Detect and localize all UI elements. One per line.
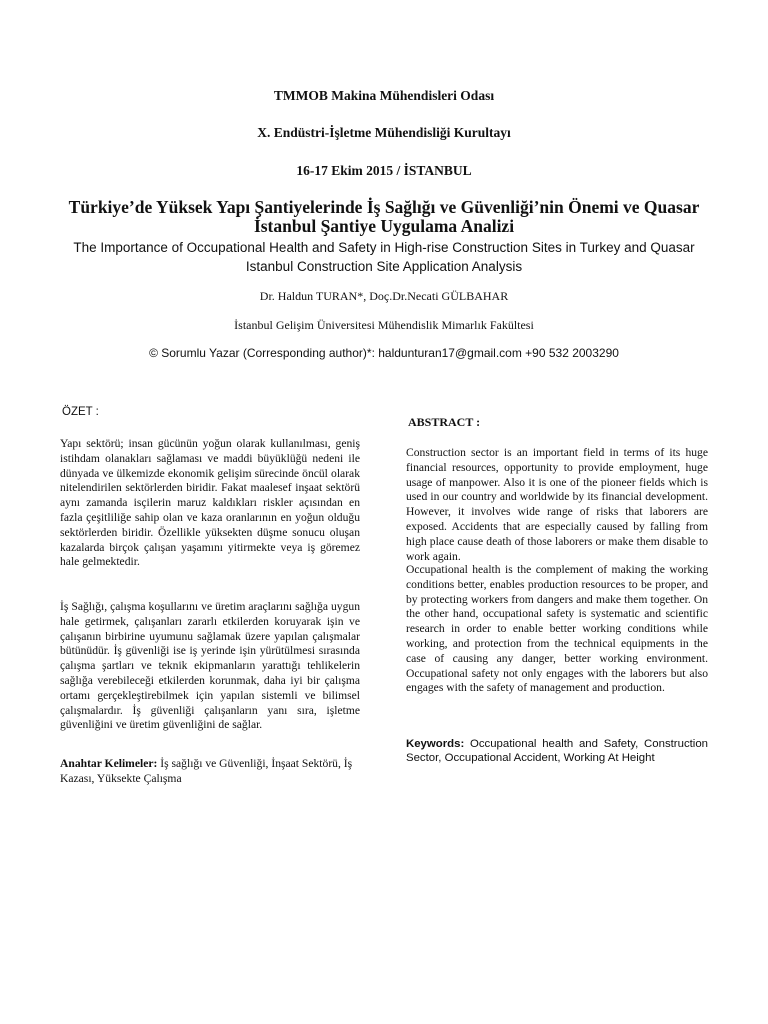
affiliation: İstanbul Gelişim Üniversitesi Mühendislik Mimarlık Fakültesi <box>234 318 534 332</box>
conference-name: X. Endüstri-İşletme Mühendisliği Kurultayı <box>257 125 511 140</box>
abstract-keywords <box>406 738 708 765</box>
ozet-paragraph-1: Yapı sektörü; insan gücünün yoğun olarak kullanılması, geniş istihdam olanakları sağlaması ve maddi büyüklüğü nedeni ile dünyada ve ülkemizde ekonomik gelişim sürecinde öncül olarak nitelendirilen sektörlerden biridir. Fakat maalesef inşaat sektörü aynı zamanda isçilerin maruz kaldıkları riskler açısından en fazla çeşitliliğe sahip olan ve kaza oranlarının en yoğun olduğu sektörlerden biridir. Özellikle yüksekten düşme sonucu oluşan kazalarda birçok çalışan yaşamını yitirmekte veya iş göremez hale gelmektedir. <box>60 437 360 569</box>
abstract-keywords-text: Occupational health and Safety, Construction Sector, Occupational Accident, Working At Height <box>406 738 708 764</box>
ozet-heading: ÖZET : <box>62 406 99 418</box>
abstract-heading: ABSTRACT : <box>408 415 481 429</box>
author-list: Dr. Haldun TURAN*, Doç.Dr.Necati GÜLBAHAR <box>259 289 509 303</box>
abstract-keywords-label: Keywords: <box>406 738 465 750</box>
title-turkish-line2: İstanbul Şantiye Uygulama Analizi <box>253 216 515 236</box>
ozet-keywords-label: Anahtar Kelimeler: <box>60 757 158 770</box>
conference-date-place: 16-17 Ekim 2015 / İSTANBUL <box>296 163 472 178</box>
title-turkish-line1: Türkiye’de Yüksek Yapı Şantiyelerinde İş Sağlığı ve Güvenliği’nin Önemi ve Quasar <box>68 197 700 217</box>
abstract-paragraph-1: Construction sector is an important field in terms of its huge financial resources, opportunity to provide employment, huge usage of manpower. Also it is one of the pioneer fields which is used in our country and worldwide by its financial development. However, it involves wide range of risks that laborers are exposed. Accidents that are especially caused by falling from high place cause death of those laborers or make them disable to work again. <box>406 446 708 563</box>
ozet-paragraph-2: İş Sağlığı, çalışma koşullarını ve üretim araçlarını sağlığa uygun hale getirmek, çalışanları zararlı etkilerden koruyarak işin ve çalışanın birbirine uyumunu sağlamak üzere yapılan çalışmalar bütünüdür. İş güvenliği ise iş yerinde işin yürütülmesi sırasında çalışma şartları ve teknik ekipmanların yarattığı tehlikelerin sağlığa verebileceği etkilerden korunmak, daha iyi bir çalışma ortamı gerçekleştirebilmek için yapılan sistemli ve bilimsel çalışmalardır. İş güvenliği çalışanların yanı sıra, işletme güvenliğini ve üretim güvenliğini de sağlar. <box>60 600 360 732</box>
title-english-line1: The Importance of Occupational Health and Safety in High-rise Construction Sites in Turkey and Quasar <box>73 240 695 255</box>
organization-name: TMMOB Makina Mühendisleri Odası <box>273 88 495 103</box>
ozet-keywords <box>60 757 360 787</box>
title-english <box>40 238 728 276</box>
title-english-line2: Istanbul Construction Site Application Analysis <box>245 259 523 274</box>
corresponding-author-contact: © Sorumlu Yazar (Corresponding author)*: haldunturan17@gmail.com +90 532 2003290 <box>149 346 619 360</box>
ozet-keywords-text: İş sağlığı ve Güvenliği, İnşaat Sektörü, İş Kazası, Yüksekte Çalışma <box>60 757 353 785</box>
abstract-paragraph-2: Occupational health is the complement of making the working conditions better, enables production resources to be proper, and by protecting workers from dangers and make them together. On the other hand, occupational safety is systematic and scientific research in order to enable better working conditions while working, and protection from the technical equipments in the case of causing any danger, better working environment. Occupational safety not only engages with the laborers but also engages with the safety of management and production. <box>406 563 708 695</box>
title-turkish <box>40 198 728 236</box>
